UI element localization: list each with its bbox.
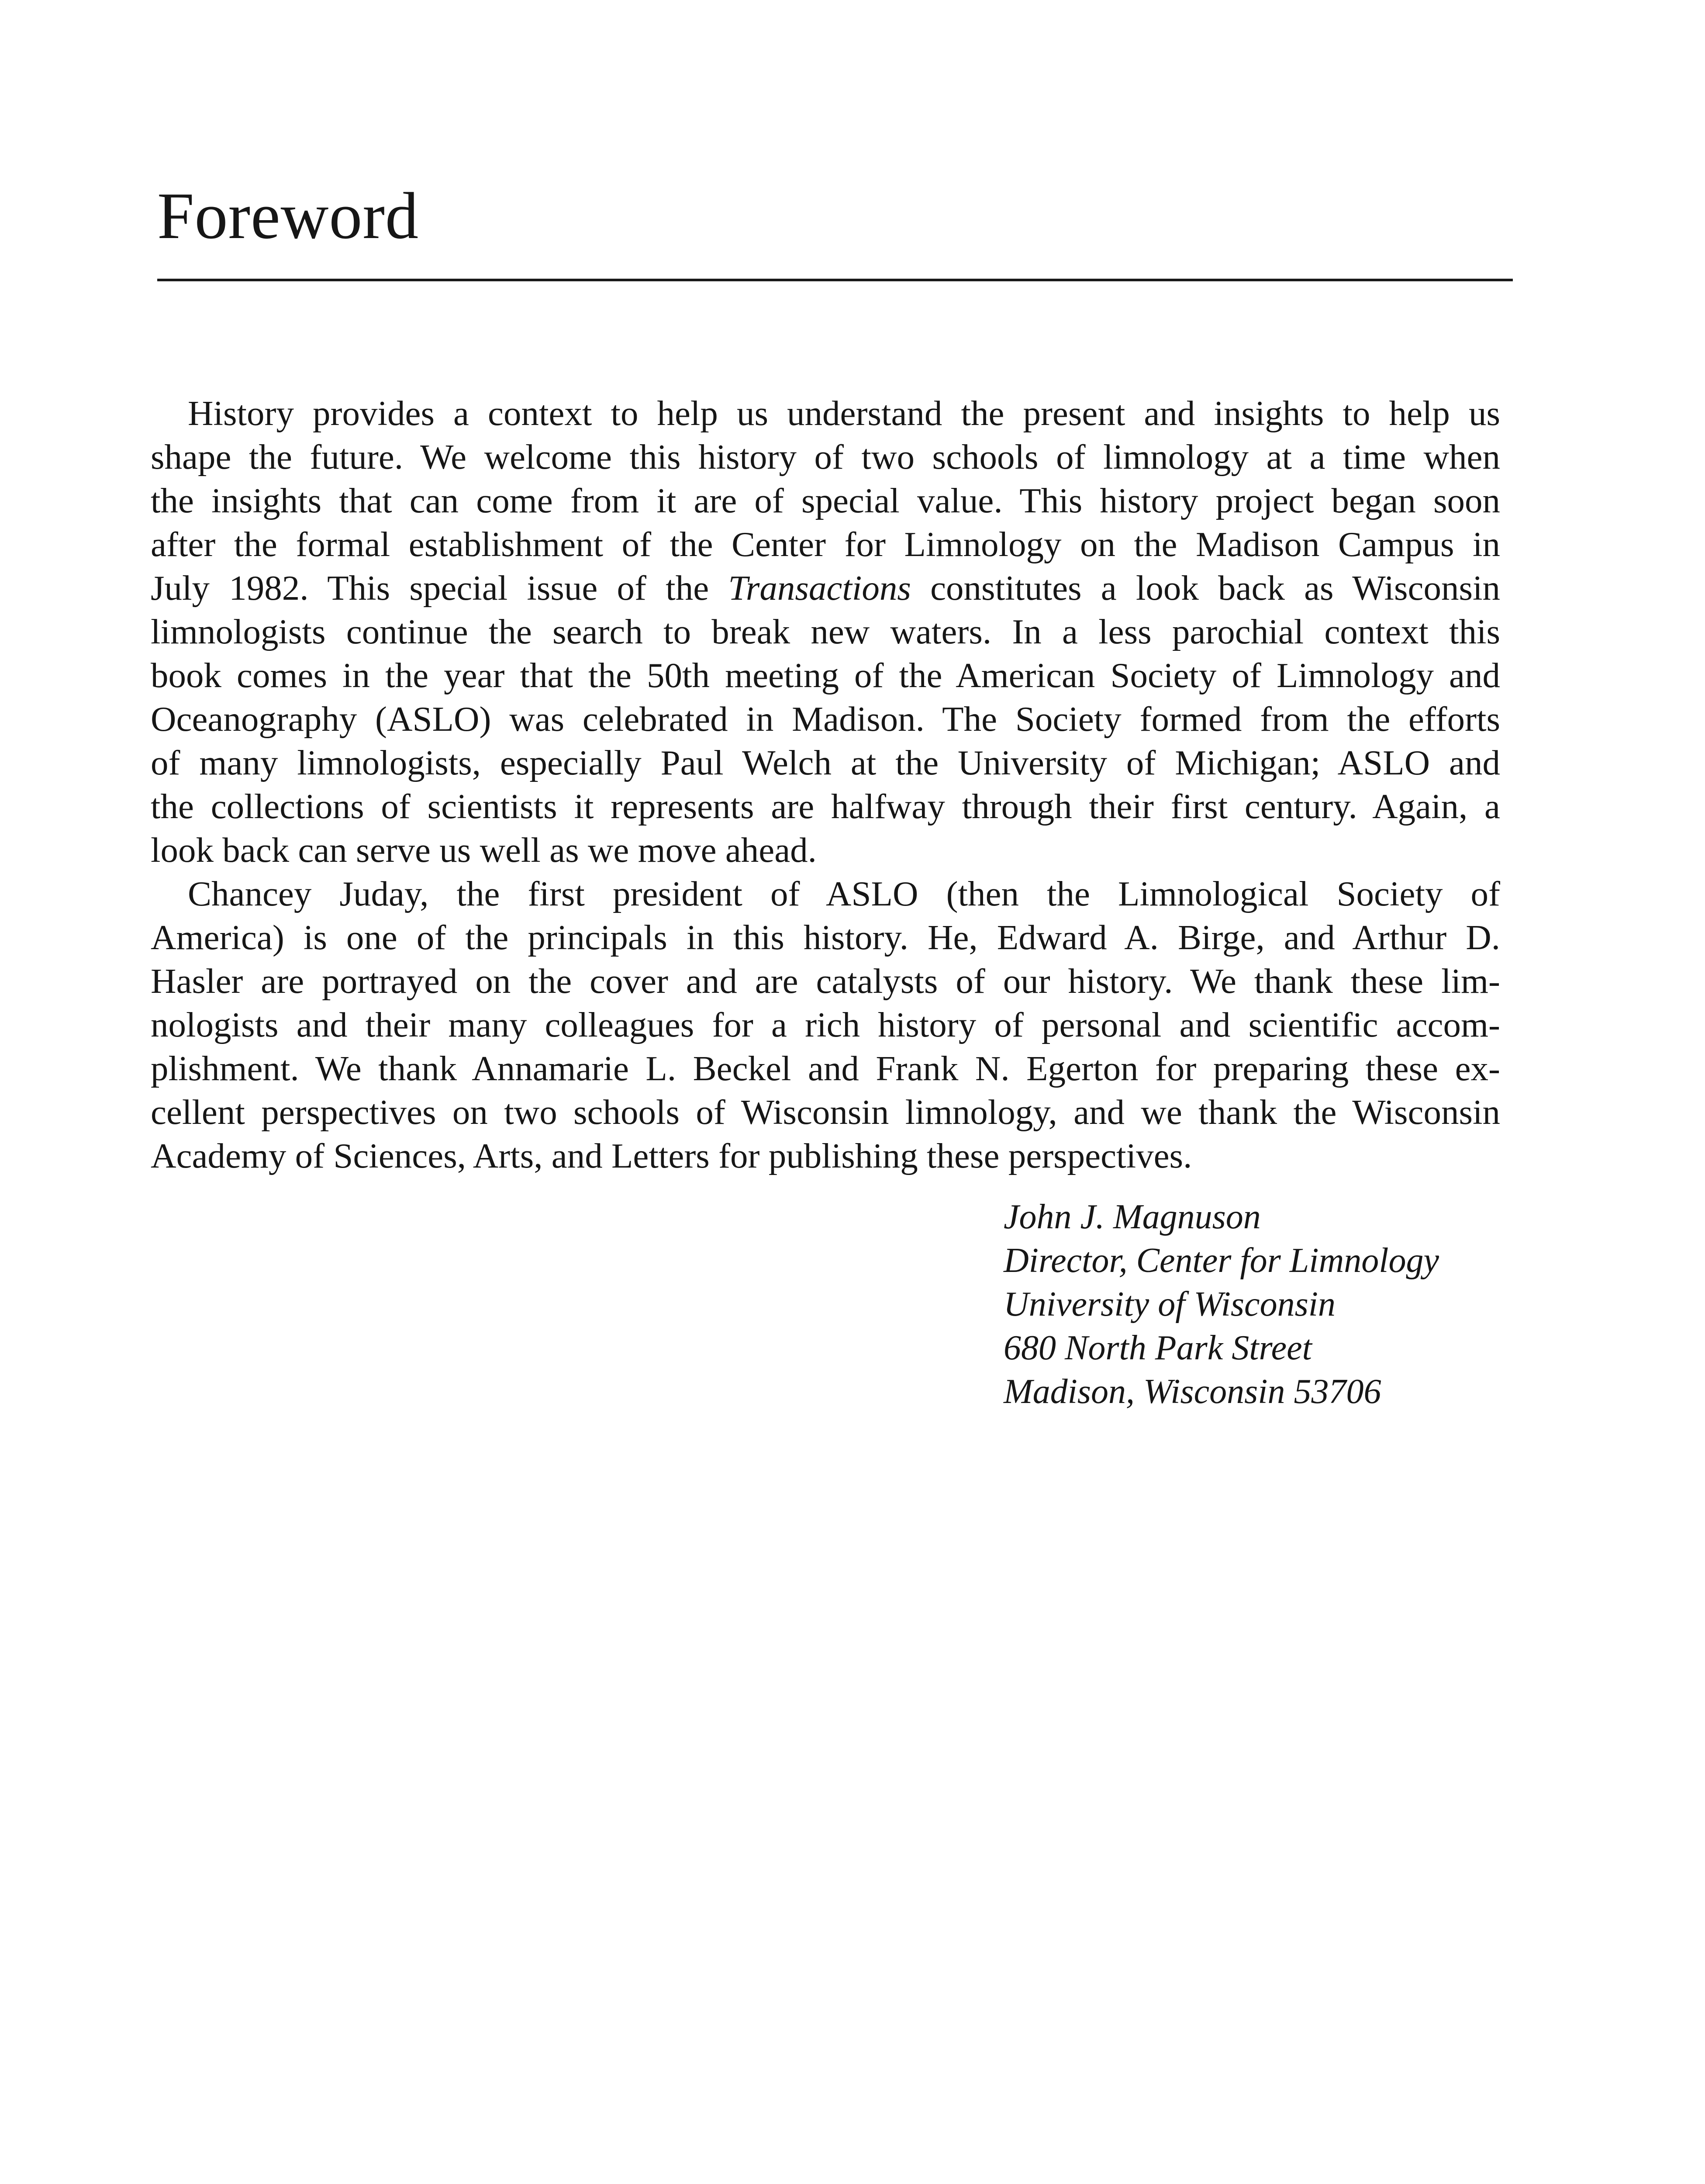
signature-street: 680 North Park Street <box>1004 1329 1312 1367</box>
text-line: look back can serve us well as we move ahead. <box>151 830 817 870</box>
text-line: shape the future. We welcome this history of two schools of limnology at a time when <box>151 437 1500 477</box>
text-line: limnologists continue the search to break new waters. In a less parochial context this <box>151 612 1500 651</box>
text-line: nologists and their many colleagues for a rich history of personal and scientific accom- <box>151 1005 1500 1044</box>
text-line: America) is one of the principals in this history. He, Edward A. Birge, and Arthur D. <box>151 918 1500 957</box>
text-line: the collections of scientists it represents are halfway through their first century. Again, a <box>151 787 1500 826</box>
signature-title: Director, Center for Limnology <box>1004 1241 1439 1280</box>
text-line: book comes in the year that the 50th meeting of the American Society of Limnology and <box>151 656 1500 695</box>
signature-institution: University of Wisconsin <box>1004 1285 1336 1324</box>
page-title: Foreword <box>157 179 419 252</box>
signature-city: Madison, Wisconsin 53706 <box>1004 1372 1381 1411</box>
title-rule <box>157 279 1513 281</box>
text-line: Oceanography (ASLO) was celebrated in Madison. The Society formed from the efforts <box>151 699 1500 739</box>
text-segment: July 1982. This special issue of the <box>151 568 728 608</box>
text-line: cellent perspectives on two schools of Wisconsin limnology, and we thank the Wisconsin <box>151 1092 1500 1132</box>
text-line: Academy of Sciences, Arts, and Letters for publishing these perspectives. <box>151 1136 1192 1175</box>
text-line <box>151 570 1500 606</box>
text-line: of many limnologists, especially Paul Welch at the University of Michigan; ASLO and <box>151 743 1500 782</box>
text-line: after the formal establishment of the Center for Limnology on the Madison Campus in <box>151 525 1500 564</box>
signature-name: John J. Magnuson <box>1004 1198 1261 1236</box>
text-line: the insights that can come from it are of special value. This history project began soon <box>151 481 1500 520</box>
text-line: Chancey Juday, the first president of ASLO (then the Limnological Society of <box>188 874 1500 913</box>
journal-title: Transactions <box>728 568 911 608</box>
text-line: History provides a context to help us understand the present and insights to help us <box>188 394 1500 433</box>
text-segment: constitutes a look back as Wisconsin <box>911 568 1500 608</box>
text-line: plishment. We thank Annamarie L. Beckel and Frank N. Egerton for preparing these ex- <box>151 1049 1500 1088</box>
text-line: Hasler are portrayed on the cover and are catalysts of our history. We thank these lim- <box>151 961 1500 1001</box>
